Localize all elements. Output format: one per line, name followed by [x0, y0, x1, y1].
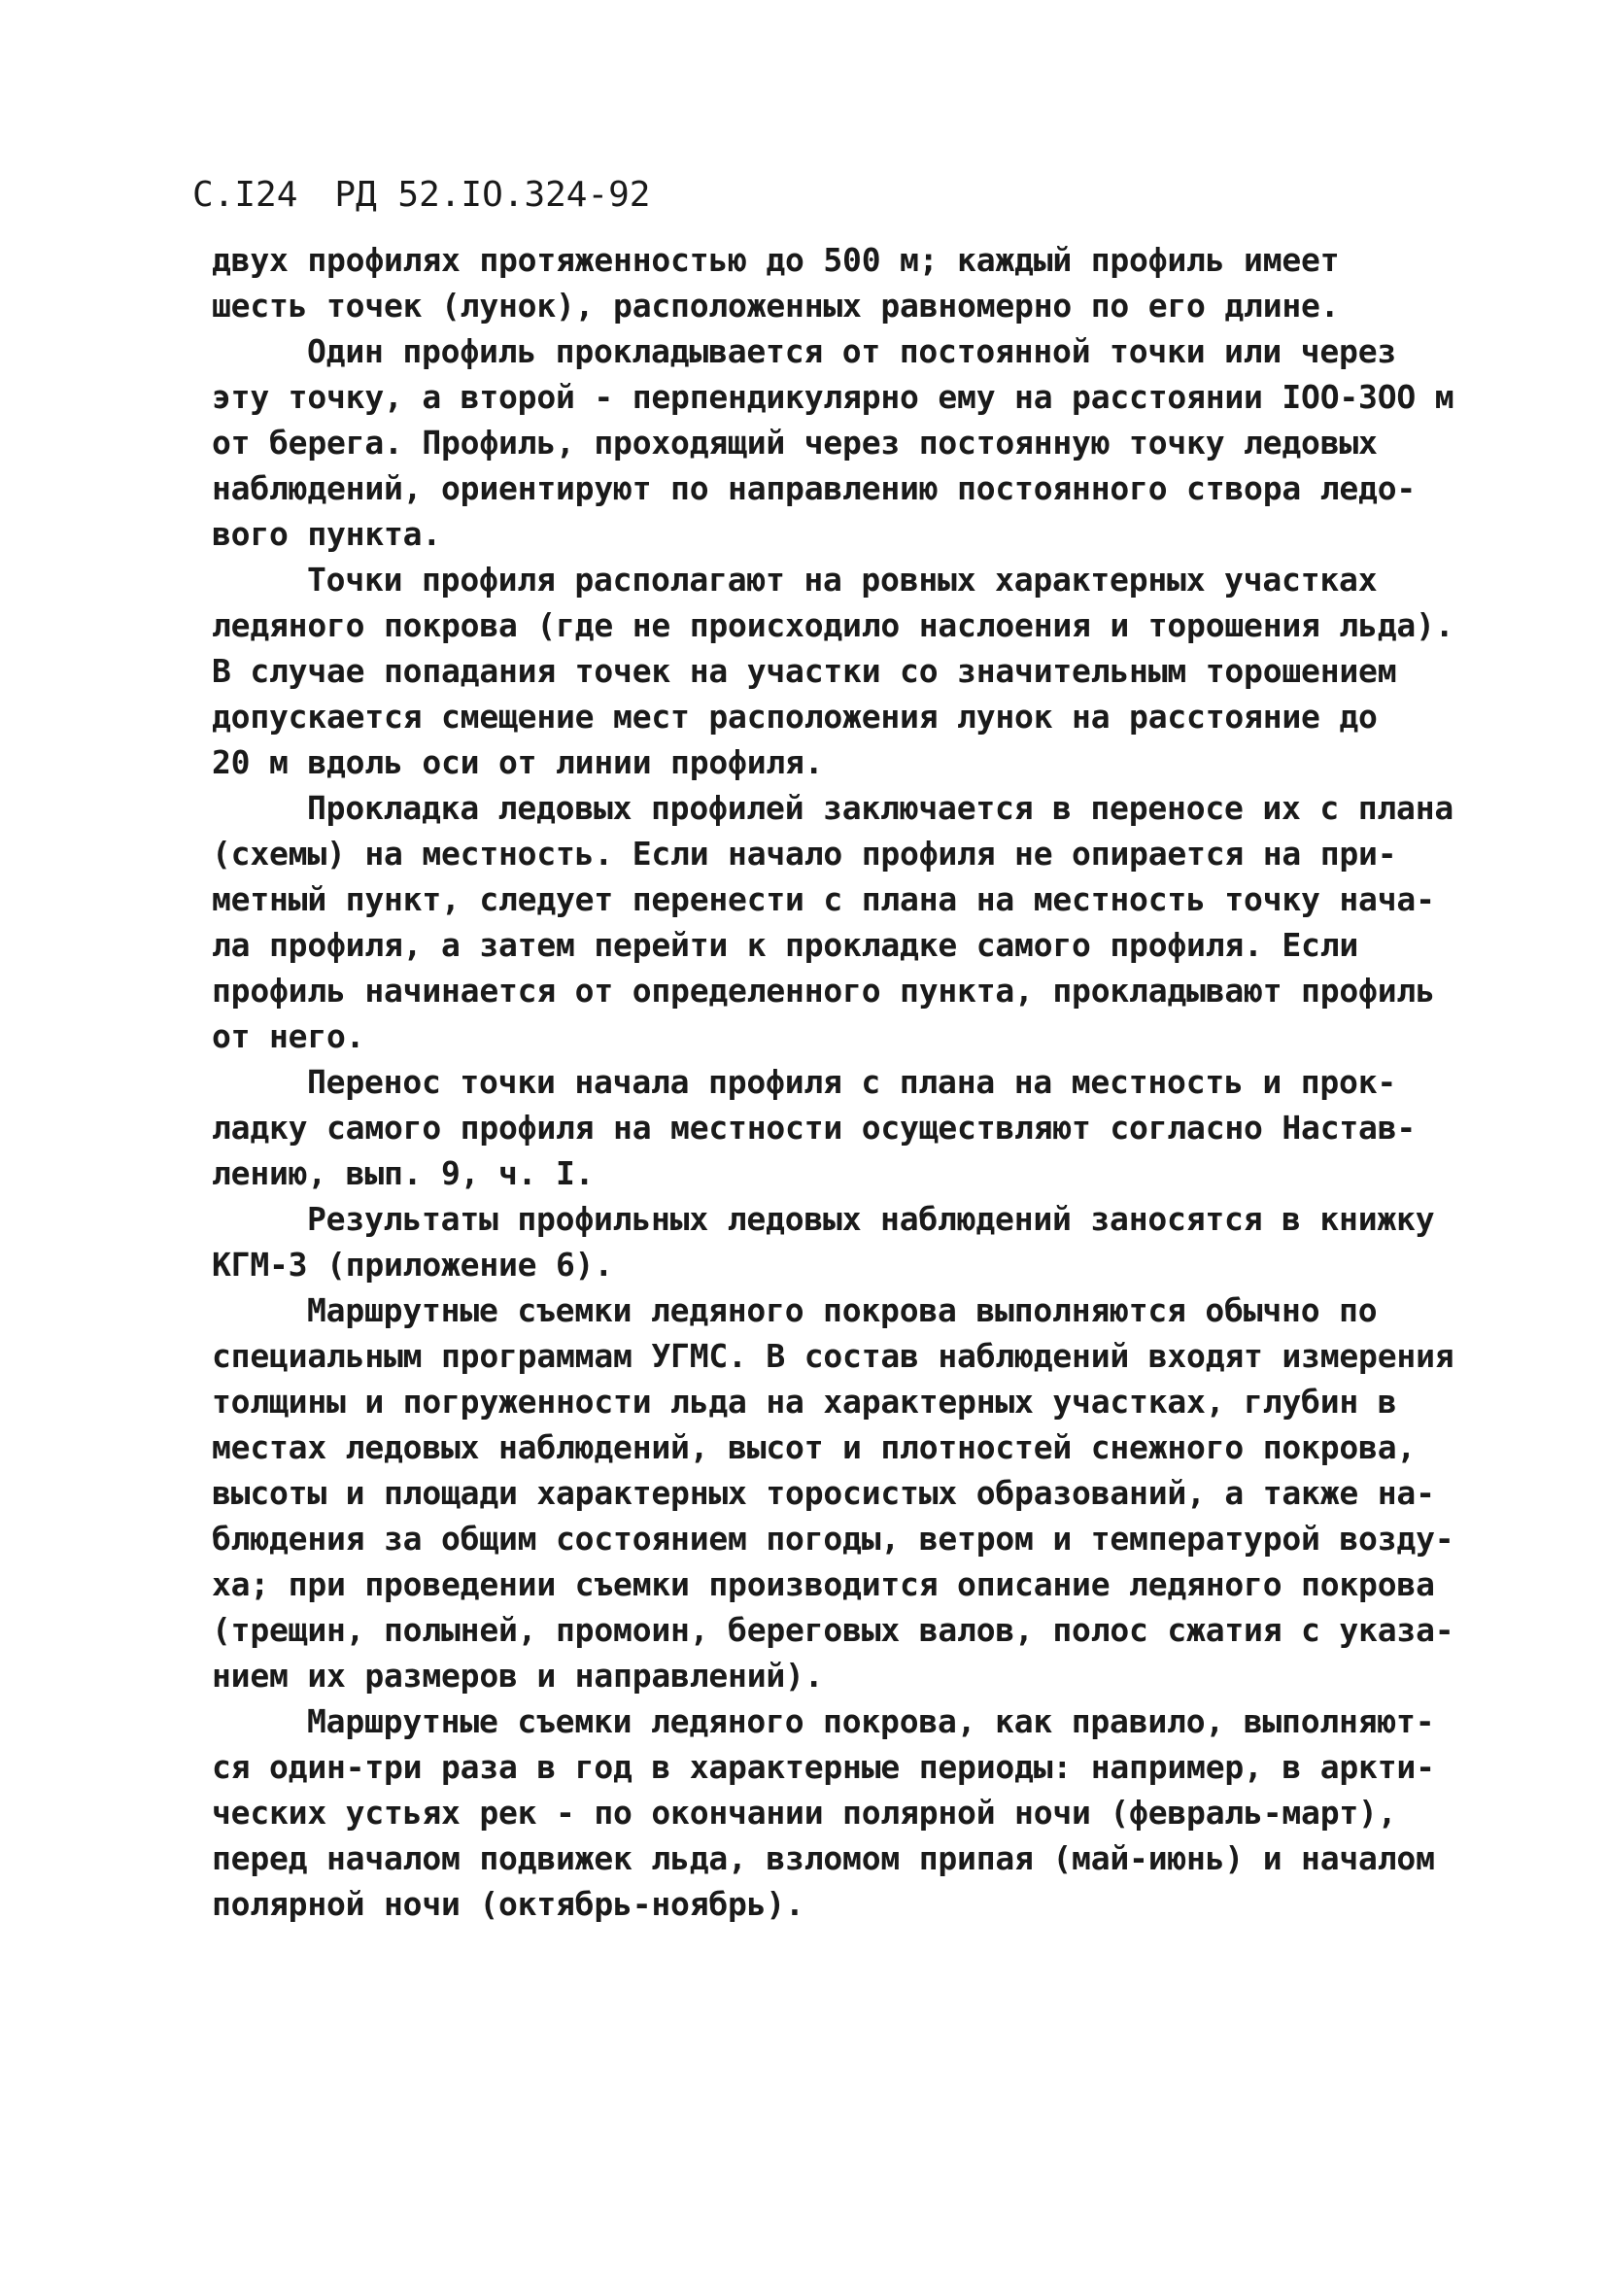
text-line: Результаты профильных ледовых наблюдений заносятся в книжку [307, 1200, 1435, 1238]
text-line: метный пункт, следует перенести с плана на местность точку нача- [212, 880, 1435, 918]
text-line: ладку самого профиля на местности осуществляют согласно Настав- [212, 1109, 1417, 1147]
text-line: Прокладка ледовых профилей заключается в переносе их с плана [307, 789, 1454, 827]
text-line: Точки профиля располагают на ровных характерных участках [307, 561, 1378, 599]
text-line: 20 м вдоль оси от линии профиля. [212, 743, 824, 781]
text-line: ческих устьях рек - по окончании полярной ночи (февраль-март), [212, 1794, 1397, 1832]
text-line: ся один-три раза в год в характерные периоды: например, в аркти- [212, 1748, 1435, 1786]
body-text [212, 237, 1465, 1927]
text-line: наблюдений, ориентируют по направлению постоянного створа ледо- [212, 469, 1417, 507]
text-line: КГМ-3 (приложение 6). [212, 1246, 614, 1284]
text-line: ла профиля, а затем перейти к прокладке самого профиля. Если [212, 926, 1359, 964]
text-line: лению, вып. 9, ч. I. [212, 1154, 595, 1192]
text-line: блюдения за общим состоянием погоды, ветром и температурой возду- [212, 1520, 1454, 1558]
text-line: (трещин, полыней, промоин, береговых валов, полос сжатия с указа- [212, 1611, 1454, 1649]
text-line: Один профиль прокладывается от постоянной точки или через [307, 332, 1397, 370]
text-line: допускается смещение мест расположения лунок на расстояние до [212, 698, 1378, 736]
text-line: ха; при проведении съемки производится описание ледяного покрова [212, 1565, 1435, 1603]
text-line: толщины и погруженности льда на характерных участках, глубин в [212, 1383, 1397, 1421]
page-number: С.I24 [192, 175, 298, 215]
text-line: высоты и площади характерных торосистых образований, а также на- [212, 1474, 1435, 1512]
text-line: Маршрутные съемки ледяного покрова выполняются обычно по [307, 1291, 1378, 1329]
text-line: эту точку, а второй - перпендикулярно ему на расстоянии IOO-3OO м [212, 378, 1454, 416]
document-code: РД 52.IO.324-92 [334, 175, 651, 215]
text-line: Перенос точки начала профиля с плана на местность и прок- [307, 1063, 1397, 1101]
text-line: профиль начинается от определенного пункта, прокладывают профиль [212, 972, 1435, 1010]
text-line: шесть точек (лунок), расположенных равномерно по его длине. [212, 287, 1340, 325]
text-line: вого пункта. [212, 515, 442, 553]
text-line: от берега. Профиль, проходящий через постоянную точку ледовых [212, 424, 1378, 462]
text-line: специальным программам УГМС. В состав наблюдений входят измерения [212, 1337, 1454, 1375]
text-line: перед началом подвижек льда, взломом припая (май-июнь) и началом [212, 1839, 1435, 1877]
text-line: (схемы) на местность. Если начало профиля не опирается на при- [212, 835, 1397, 873]
text-line: двух профилях протяженностью до 500 м; каждый профиль имеет [212, 241, 1340, 279]
text-line: местах ледовых наблюдений, высот и плотностей снежного покрова, [212, 1428, 1417, 1466]
text-line: ледяного покрова (где не происходило наслоения и торошения льда). [212, 606, 1454, 644]
text-line: от него. [212, 1017, 365, 1055]
text-line: Маршрутные съемки ледяного покрова, как правило, выполняют- [307, 1702, 1435, 1740]
text-line: В случае попадания точек на участки со значительным торошением [212, 652, 1397, 690]
text-line: полярной ночи (октябрь-ноябрь). [212, 1885, 804, 1923]
text-line: нием их размеров и направлений). [212, 1657, 824, 1695]
page-header [192, 173, 650, 218]
